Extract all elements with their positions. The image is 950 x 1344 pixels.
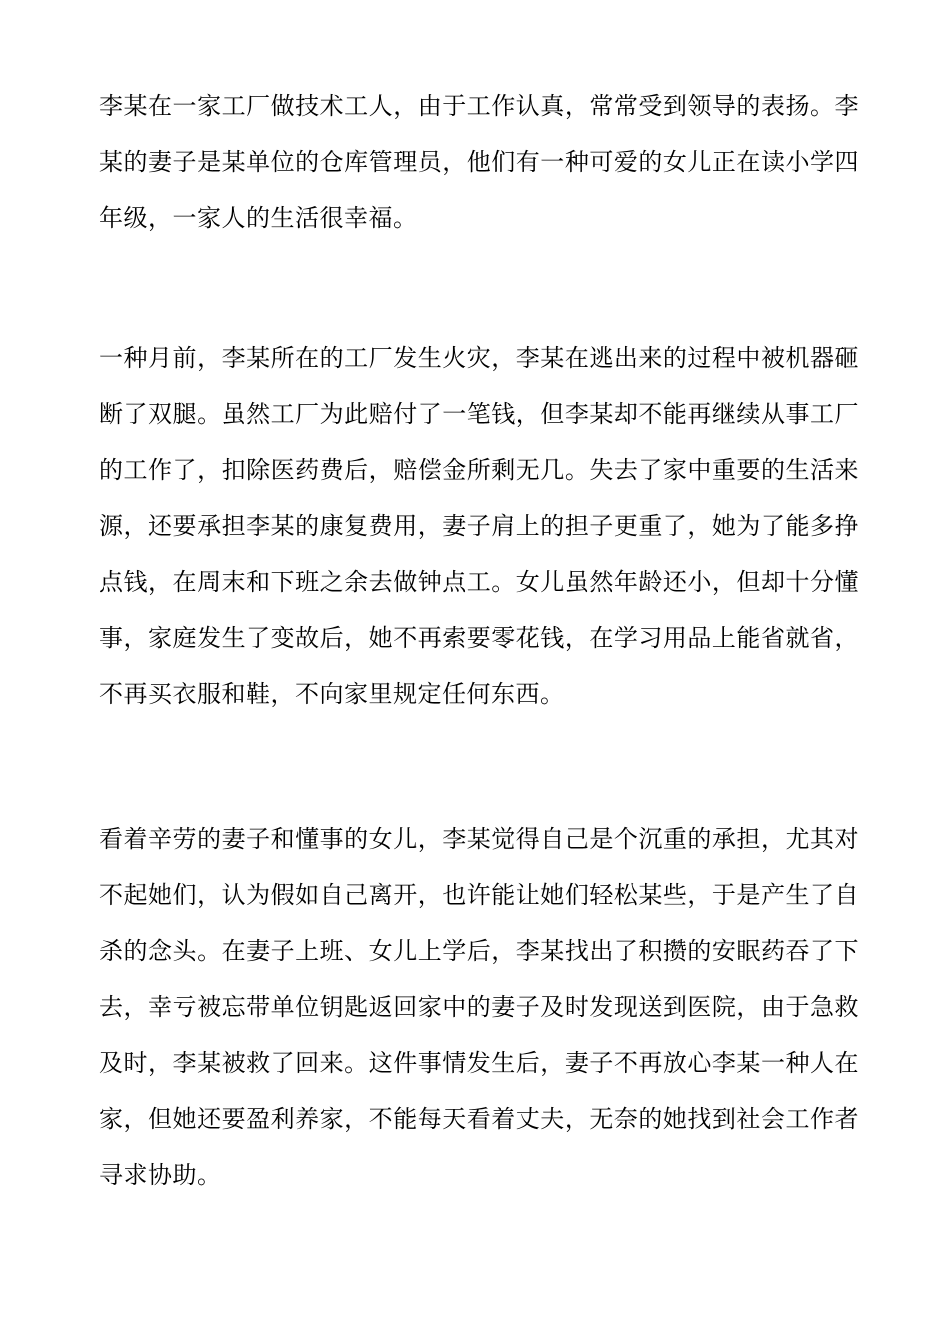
paragraph-3: 看着辛劳的妻子和懂事的女儿，李某觉得自己是个沉重的承担，尤其对不起她们，认为假如自己离开，也许能让她们轻松某些，于是产生了自杀的念头。在妻子上班、女儿上学后，李某找出了积攒的安眠药吞了下去，幸亏被忘带单位钥匙返回家中的妻子及时发现送到医院，由于急救及时，李某被救了回来。这件事情发生后，妻子不再放心李某一种人在家，但她还要盈利养家，不能每天看着丈夫，无奈的她找到社会工作者寻求协助。	[99, 825, 859, 1189]
paragraph-1: 李某在一家工厂做技术工人，由于工作认真，常常受到领导的表扬。李某的妻子是某单位的仓库管理员，他们有一种可爱的女儿正在读小学四年级，一家人的生活很幸福。	[99, 92, 859, 232]
paragraph-2: 一种月前，李某所在的工厂发生火灾，李某在逃出来的过程中被机器砸断了双腿。虽然工厂为此赔付了一笔钱，但李某却不能再继续从事工厂的工作了，扣除医药费后，赔偿金所剩无几。失去了家中重要的生活来源，还要承担李某的康复费用，妻子肩上的担子更重了，她为了能多挣点钱，在周末和下班之余去做钟点工。女儿虽然年龄还小，但却十分懂事，家庭发生了变故后，她不再索要零花钱，在学习用品上能省就省，不再买衣服和鞋，不向家里规定任何东西。	[99, 344, 859, 708]
